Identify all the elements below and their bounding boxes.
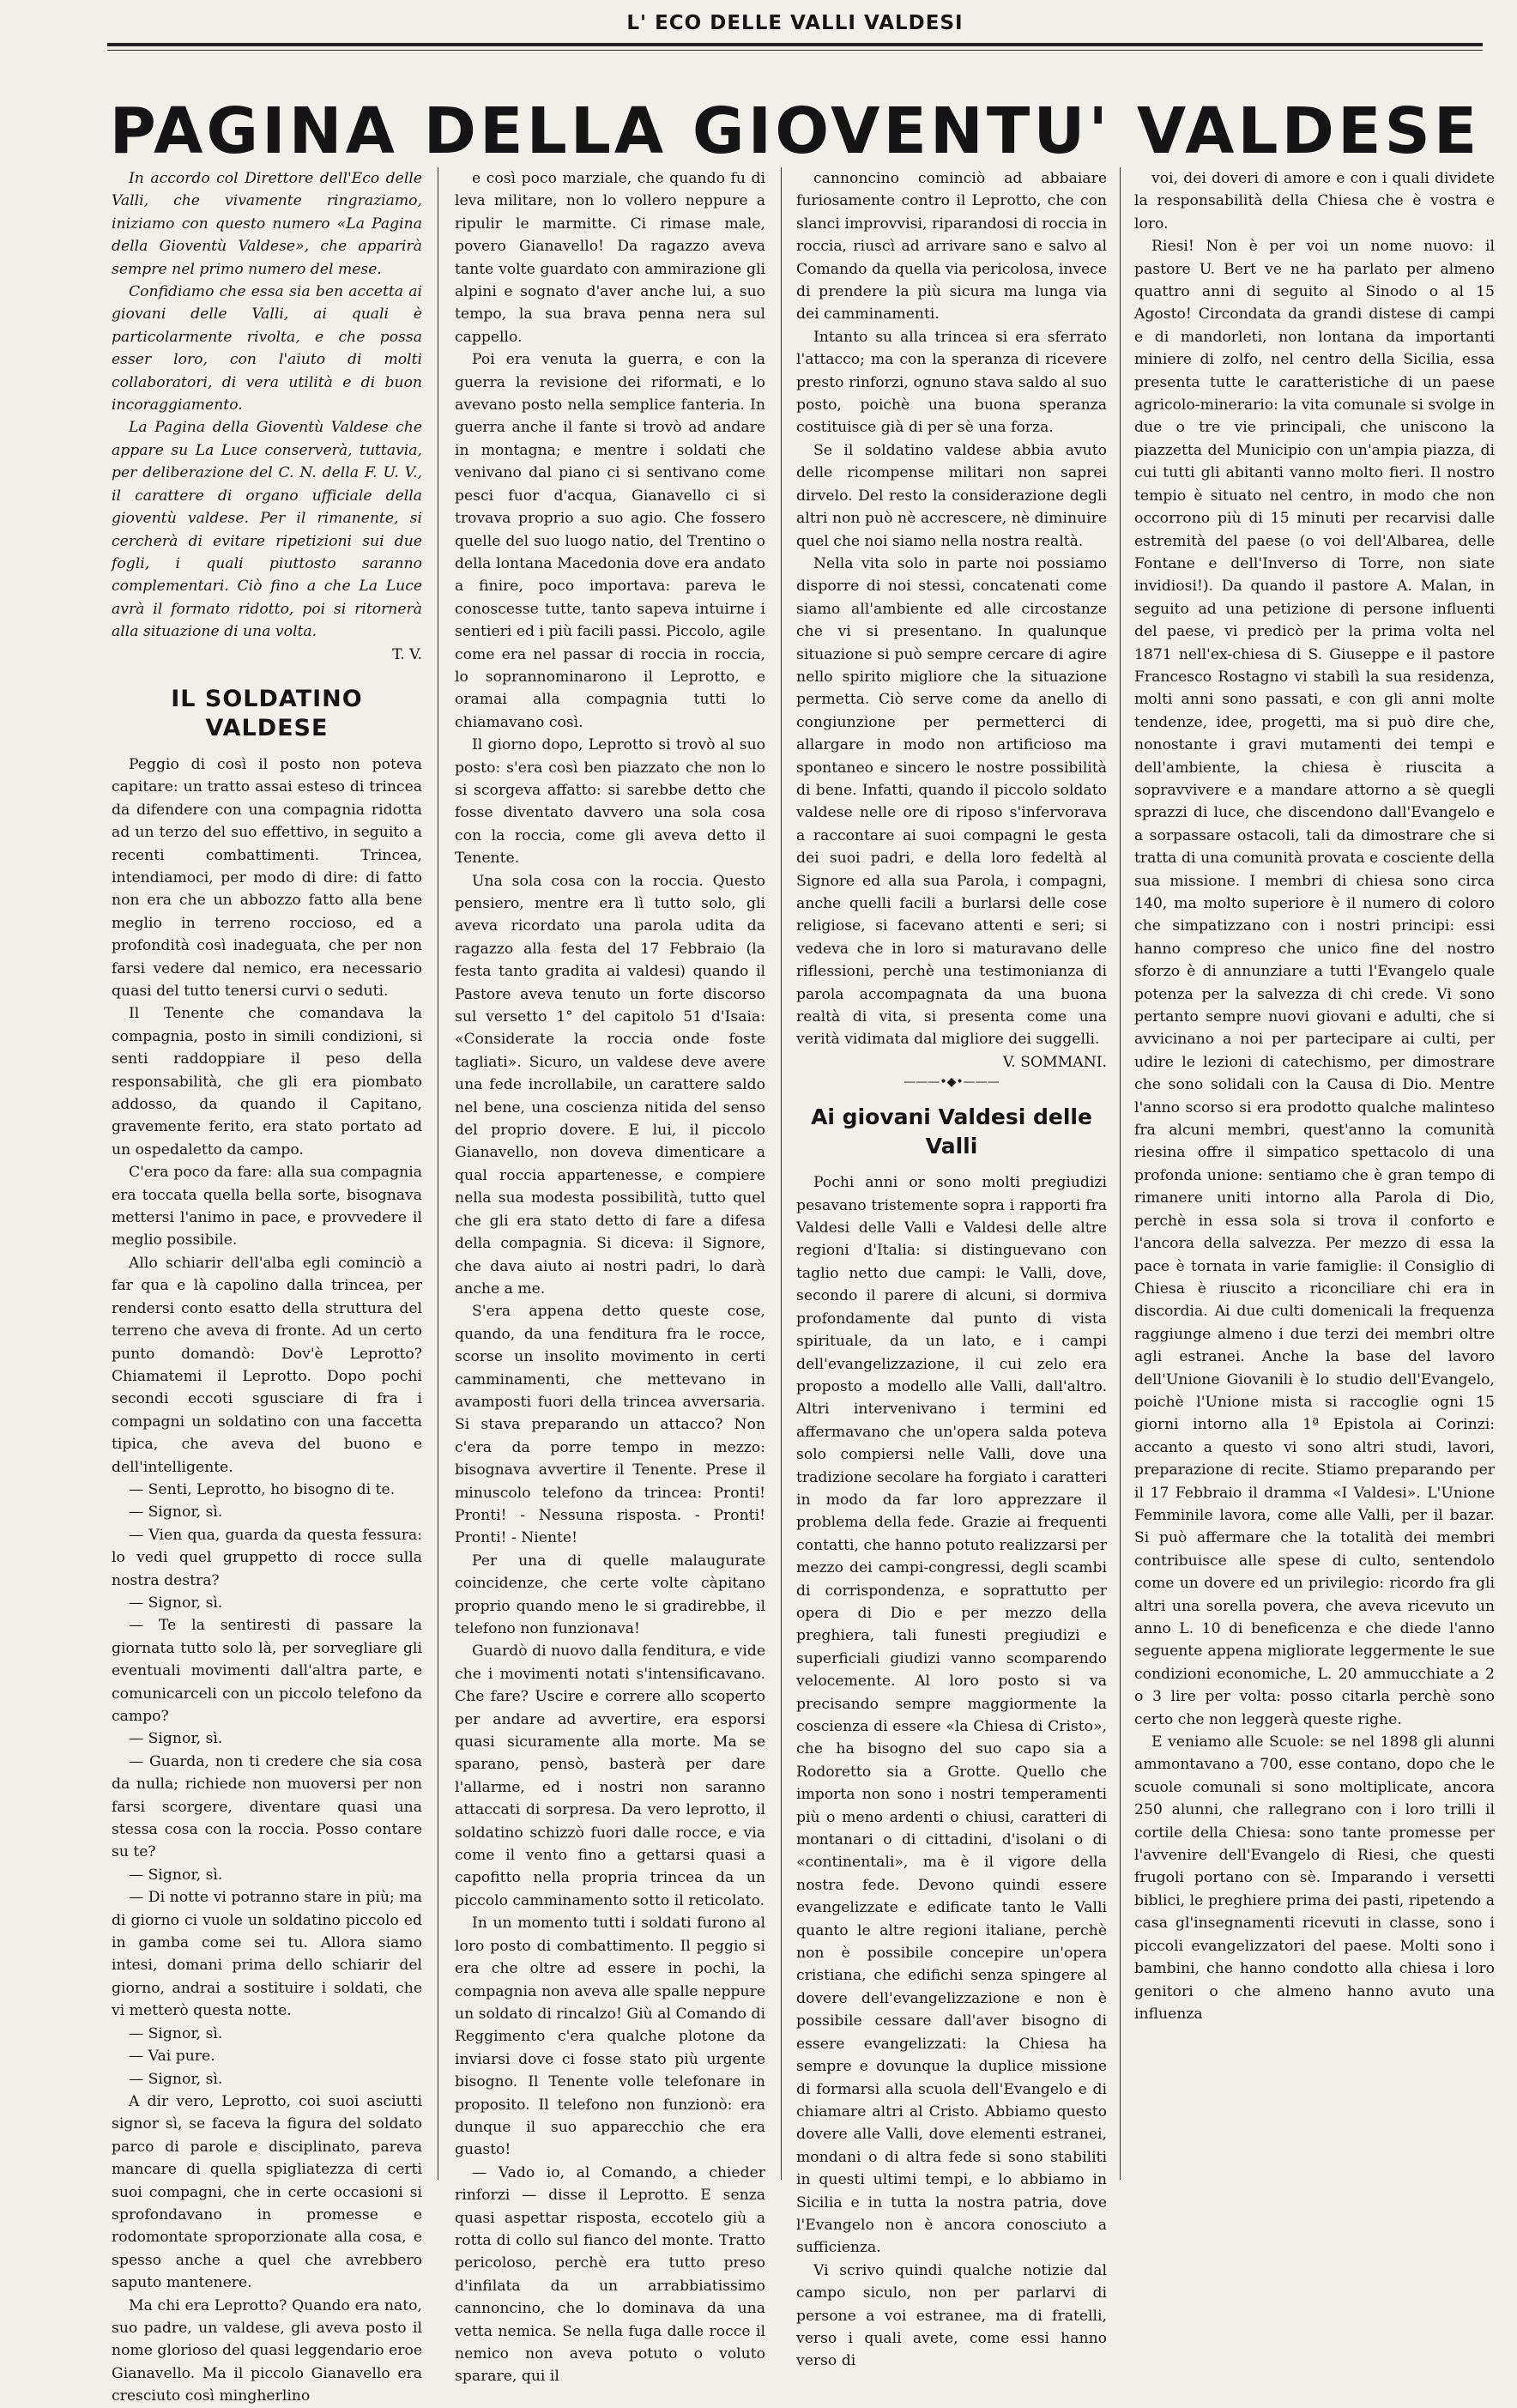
article-paragraph: Poi era venuta la guerra, e con la guerra la revisione dei riformati, e lo avevano posto nella semplice fanteria. In guerra anche il fante si trovò ad andare in montagna; e mentre i soldati che venivano dal piano ci si sentivano come pesci fuor d'acqua, Gianavello ci si trovava proprio a suo agio. Che fossero quelle del suo luogo natio, del Trentino o della lontana Macedonia dove era andato a finire, poco importava: pareva le conoscesse tutte, tanto sapeva intuirne i sentieri ed i più facili passi. Piccolo, agile come era nel passar di roccia in roccia, lo soprannominarono il Leprotto, e oramai alla compagnia tutti lo chiamavano così.	[455, 351, 765, 731]
article-paragraph: — Vai pure.	[129, 2048, 215, 2066]
column-rule	[1120, 167, 1121, 2180]
article-paragraph: — Guarda, non ti credere che sia cosa da nulla; richiede non muoversi per non farsi scorgere, diventare quasi una stessa cosa con la roccia. Posso contare su te?	[112, 1752, 422, 1861]
article-paragraph: cannoncino cominciò ad abbaiare furiosamente contro il Leprotto, che con slanci improvvisi, riparandosi di roccia in roccia, riuscì ad arrivare sano e salvo al Comando da quella via pericolosa, invece di prendere la più sicura ma lunga via dei camminamenti.	[796, 170, 1107, 324]
article-paragraph: — Signor, sì.	[129, 1730, 223, 1748]
article-paragraph: C'era poco da fare: alla sua compagnia era toccata quella bella sorte, bisognava mettersi l'animo in pace, e provvedere il meglio possibile.	[112, 1164, 422, 1249]
article-title: IL SOLDATINO VALDESE	[171, 685, 363, 741]
article-paragraph: In un momento tutti i soldati furono al loro posto di combattimento. Il peggio si era che oltre ad essere in pochi, la compagnia non aveva alle spalle neppure un soldato di rincalzo! Giù al Comando di Reggimento c'era qualche plotone da inviarsi dove ci fosse stato più urgente bisogno. Il Tenente volle telefonare in proposito. Il telefono non funzionò: era dunque il suo apparecchio che era guasto!	[455, 1915, 765, 2159]
article-paragraph: Allo schiarir dell'alba egli cominciò a far qua e là capolino dalla trincea, per rendersi conto esatto della struttura del terreno che aveva di fronte. Ad un certo punto domandò: Dov'è Leprotto? Chiamatemi il Leprotto. Dopo pochi secondi eccoti sgusciare di fra i compagni un soldatino con una faccetta tipica, che aveva del buono e dell'intelligente.	[112, 1254, 422, 1476]
page-title: PAGINA DELLA GIOVENTU' VALDESE	[109, 94, 1481, 168]
section-divider: ———•◆•———	[904, 1075, 1000, 1090]
article-paragraph: Nella vita solo in parte noi possiamo disporre di noi stessi, concatenati come siamo all'ambiente ed alle circostanze che vi si presentano. In qualunque situazione si può sempre cercare di agire nello spirito migliore che la situazione permetta. Ciò serve come da anello di congiunzione per permetterci di allargare in modo non artificioso ma spontaneo e sincero le nostre possibilità di bene. Infatti, quando il piccolo soldato valdese nelle ore di riposo s'infervorava a raccontare ai suoi compagni le gesta dei suoi padri, e della loro fedeltà al Signore ed alla sua Parola, i compagni, anche quelli facili a burlarsi delle cose religiose, si facevano attenti e seri; si vedeva che in loro si maturavano delle riflessioni, perchè una testimonianza di parola accompagnata da una buona realtà di vita, si presenta come una verità vidimata dal migliore dei suggelli.	[796, 554, 1107, 1049]
article-paragraph: — Signor, sì.	[129, 1503, 223, 1522]
article-paragraph: — Signor, sì.	[129, 2024, 223, 2042]
editorial-intro	[112, 167, 422, 666]
article-paragraph: — Signor, sì.	[129, 2070, 223, 2088]
intro-signature: T. V.	[392, 645, 422, 663]
article-paragraph: — Di notte vi potranno stare in più; ma di giorno ci vuole un soldatino piccolo ed in gamba come sei tu. Allora siamo intesi, domani prima dello schiarir del giorno, andrai a sostituire i soldati, che vi metterò questa notte.	[112, 1889, 422, 2020]
header-rule-thin	[107, 50, 1483, 51]
article-paragraph: Ma chi era Leprotto? Quando era nato, suo padre, un valdese, gli aveva posto il nome glorioso del quasi leggendario eroe Gianavello. Ma il piccolo Gianavello era cresciuto così mingherlino	[112, 2296, 422, 2405]
article-body	[1134, 167, 1495, 2025]
header-rule	[107, 43, 1483, 46]
article-paragraph: A dir vero, Leprotto, coi suoi asciutti signor sì, se faceva la figura del soldato parco di parole e disciplinato, pareva mancare di quella spigliatezza di certi suoi compagni, che in certe occasioni si sprofondavano in promesse e rodomontate sproporzionate alla cosa, e spesso anche a quel che avrebbero saputo mantenere.	[112, 2092, 422, 2292]
article-body	[796, 167, 1107, 1051]
intro-paragraph: La Pagina della Gioventù Valdese che appare su La Luce conserverà, tuttavia, per deliberazione del C. N. della F. U. V., il carattere di organo ufficiale della gioventù valdese. Per il rimanente, si cercherà di evitare ripetizioni sui due fogli, i quali piuttosto saranno complementari. Ciò fino a che La Luce avrà il formato ridotto, poi si ritornerà alla situazione di una volta.	[112, 419, 422, 641]
article-title: Ai giovani Valdesi delle Valli	[811, 1104, 1092, 1159]
article-body	[796, 1171, 1107, 2373]
article-paragraph: Vi scrivo quindi qualche notizie dal campo siculo, non per parlarvi di persone a voi estranee, ma di fratelli, verso i quali avete, come essi hanno verso di	[796, 2261, 1107, 2370]
article-body	[112, 753, 422, 2408]
article-body	[455, 167, 765, 2388]
column-3	[796, 167, 1107, 2370]
column-4	[1134, 167, 1495, 2180]
article-paragraph: — Signor, sì.	[129, 1594, 223, 1612]
column-1	[112, 167, 422, 2405]
article-paragraph: S'era appena detto queste cose, quando, da una fenditura fra le rocce, scorse un insolito movimento in certi camminamenti, che mettevano in avamposti fuori della trincea avversaria. Si stava preparando un attacco? Non c'era da porre tempo in mezzo: bisognava avvertire il Tenente. Prese il minuscolo telefono da trincea: Pronti! Pronti! - Nessuna risposta. - Pronti! Pronti! - Niente!	[455, 1303, 765, 1547]
article-paragraph: Intanto su alla trincea si era sferrato l'attacco; ma con la speranza di ricevere presto rinforzi, ognuno stava saldo al suo posto, poichè una buona speranza costituisce già di per sè una forza.	[796, 328, 1107, 437]
article-paragraph: Pochi anni or sono molti pregiudizi pesavano tristemente sopra i rapporti fra Valdesi delle Valli e Valdesi delle altre regioni d'Italia: si distinguevano con taglio netto due campi: le Valli, dove, secondo il parere di alcuni, si dormiva profondamente dal punto di vista spirituale, da un lato, e i campi dell'evangelizzazione, il cui zelo era proposto a modello alle Valli, dall'altro. Altri intervenivano i termini ed affermavano che un'opera salda poteva solo compiersi nelle Valli, dove una tradizione secolare ha forgiato i caratteri in modo da far loro apprezzare il problema della fede. Grazie ai frequenti contatti, che hanno potuto realizzarsi per mezzo dei campi-congressi, degli scambi di corrispondenza, e soprattutto per opera di Dio e per mezzo della preghiera, tali funesti pregiudizi e superficiali giudizi vanno scomparendo velocemente. Al loro posto si va precisando sempre maggiormente la coscienza di essere «la Chiesa di Cristo», che ha bisogno del suo capo sia a Rodoretto sia a Grotte. Quello che importa non sono i nostri temperamenti più o meno ardenti o chiusi, caratteri di montanari o di cittadini, d'isolani o di «continentali», ma è il vigore della nostra fede. Devono quindi essere evangelizzate e edificate tanto le Valli quanto le altre regioni italiane, perchè non è possibile concepire un'opera cristiana, che edifichi senza spingere al dovere dell'evangelizzazione e non è possibile cessare dall'aver bisogno di essere evangelizzati: la Chiesa ha sempre e dovunque la duplice missione di formarsi alla scuola dell'Evangelo e di chiamare altri al Cristo. Abbiamo questo dovere alle Valli, dove elementi estranei, mondani o di altra fede si sono stabiliti in questi ultimi tempi, e lo abbiamo in Sicilia e in tutta la nostra patria, dove l'Evangelo non è ancora conosciuto a sufficienza.	[796, 1174, 1107, 2257]
article-paragraph: e così poco marziale, che quando fu di leva militare, non lo vollero neppure a ripulir le marmitte. Ci rimase male, povero Gianavello! Da ragazzo aveva tante volte guardato con ammirazione gli alpini e sognato d'aver anche lui, a suo tempo, la sua brava penna nera sul cappello.	[455, 170, 765, 346]
intro-paragraph: In accordo col Direttore dell'Eco delle Valli, che vivamente ringraziamo, iniziamo con questo numero «La Pagina della Gioventù Valdese», che apparirà sempre nel primo numero del mese.	[112, 170, 422, 278]
article-paragraph: E veniamo alle Scuole: se nel 1898 gli alunni ammontavano a 700, esse contano, dopo che le scuole comunali si sono moltiplicate, ancora 250 alunni, che rallegrano con i loro trilli il cortile della Chiesa: sono tante promesse per l'avvenire dell'Evangelo di Riesi, che questi frugoli portano con sè. Imparando i versetti biblici, le preghiere prima dei pasti, ripetendo a casa gl'insegnamenti ricevuti in classe, sono i piccoli evangelizzatori del paese. Molti sono i bambini, che hanno condotto alla chiesa i loro genitori o che almeno hanno avuto una influenza	[1134, 1733, 1495, 2023]
article-paragraph: Peggio di così il posto non poteva capitare: un tratto assai esteso di trincea da difendere con una compagnia ridotta ad un terzo del suo effettivo, in seguito a recenti combattimenti. Trincea, intendiamoci, per modo di dire: di fatto non era che un abbozzo fatto alla bene meglio in terreno roccioso, ed a profondità così inadeguata, che per non farsi vedere dal nemico, era necessario quasi del tutto tenersi curvi o seduti.	[112, 755, 422, 1000]
article-paragraph: Il Tenente che comandava la compagnia, posto in simili condizioni, si senti raddoppiare il peso della responsabilità, che gli era piombato addosso, da quando il Capitano, gravemente ferito, era stato portato ad un ospedaletto da campo.	[112, 1005, 422, 1159]
article-paragraph: Per una di quelle malaugurate coincidenze, che certe volte càpitano proprio quando meno le si gradirebbe, il telefono non funzionava!	[455, 1552, 765, 1637]
article-paragraph: — Te la sentiresti di passare la giornata tutto solo là, per sorvegliare gli eventuali movimenti dall'altra parte, e comunicarceli con un piccolo telefono da campo?	[112, 1617, 422, 1725]
article-paragraph: Guardò di nuovo dalla fenditura, e vide che i movimenti notati s'intensificavano. Che fare? Uscire e correre allo scoperto per andare ad avvertire, era esporsi quasi sicuramente alla morte. Ma se sparano, pensò, basterà per dare l'allarme, ed i nostri non saranno attaccati di sorpresa. Da vero leprotto, il soldatino schizzò fuori dalle rocce, e via come il vento fino a gettarsi quasi a capofitto nella propria trincea da un piccolo camminamento sotto il reticolato.	[455, 1643, 765, 1909]
article-paragraph: Riesi! Non è per voi un nome nuovo: il pastore U. Bert ve ne ha parlato per almeno quattro anni di seguito al Sinodo o al 15 Agosto! Circondata da grandi distese di campi e di mandorleti, non lontana da importanti miniere di zolfo, nel centro della Sicilia, essa presenta tutte le caratteristiche di un paese agricolo-minerario: la vita comunale si svolge in due o tre vie principali, che uniscono la piazzetta del Municipio con un'ampia piazza, di cui tutti gli abitanti vanno molto fieri. Il nostro tempio è situato nel centro, in modo che non occorrono più di 15 minuti per recarvisi dalle estremità del paese (o voi dell'Albarea, delle Fontane e dell'Inverso di Torre, non siate invidiosi!). Da quando il pastore A. Malan, in seguito ad una petizione di persone influenti del paese, vi predicò per la prima volta nel 1871 nell'ex-chiesa di S. Giuseppe e il pastore Francesco Rostagno vi stabilì la sua residenza, molti anni sono passati, e con gli anni molte tendenze, idee, progetti, ma si può dire che, nonostante i gravi mutamenti dei tempi e dell'ambiente, la chiesa è riuscita a sopravvivere e a mandare attorno a sè quegli sprazzi di luce, che discendono dall'Evangelo e a sorpassare ostacoli, tali da dimostrare che si tratta di una comunità provata e cosciente della sua missione. I membri di chiesa sono circa 140, ma molto superiore è il numero di coloro che simpatizzano con i nostri principi: essi hanno compreso che unico fine del nostro sforzo è di annunziare a tutti l'Evangelo quale potenza per la salvezza di chi crede. Vi sono pertanto sempre nuovi giovani e adulti, che si avvicinano a noi per partecipare ai culti, per udire le lezioni di catechismo, per dimostrare che sono solidali con la Causa di Dio. Mentre l'anno scorso si era prodotto qualche malinteso fra alcuni membri, quest'anno la comunità riesina offre il simpatico spettacolo di una profonda unione: sentiamo che è gran tempo di rimanere uniti intorno alla Parola di Dio, perchè in essa sola si trova il conforto e l'ancora della salvezza. Per mezzo di essa la pace è tornata in varie famiglie: il Consiglio di Chiesa è riuscito a riconciliare chi era in discordia. Ai due culti domenicali la frequenza raggiunge almeno i due terzi dei membri oltre agli estranei. Anche la base del lavoro dell'Unione Giovanili è lo studio dell'Evangelo, poichè l'Unione mista si raccoglie ogni 15 giorni intorno alla 1ª Epistola ai Corinzi: accanto a questo vi sono altri studi, lavori, preparazione di recite. Stiamo preparando per il 17 Febbraio il dramma «I Valdesi». L'Unione Femminile lavora, come alle Valli, per il bazar. Si può affermare che la totalità dei membri contribuisce alle spese di culto, sentendolo come un dovere ed un privilegio: ricordo fra gli altri una sorella povera, che aveva ricevuto un anno L. 10 di beneficenza e che diede l'anno seguente appena migliorate leggermente le sue condizioni economiche, L. 20 ammucchiate a 2 o 3 lire per volta: posso citarla perchè sono certo che non leggerà queste righe.	[1134, 238, 1495, 1728]
column-2	[455, 167, 765, 2386]
column-rule	[781, 167, 782, 2180]
article-paragraph: Se il soldatino valdese abbia avuto delle ricompense militari non saprei dirvelo. Del resto la considerazione degli altri non può nè accrescere, nè diminuire quel che noi siamo nella nostra realtà.	[796, 441, 1107, 550]
article-paragraph: — Vien qua, guarda da questa fessura: lo vedi quel gruppetto di rocce sulla nostra destra?	[112, 1526, 422, 1589]
article-paragraph: Una sola cosa con la roccia. Questo pensiero, mentre era lì tutto solo, gli aveva ricordato una parola udita da ragazzo alla festa del 17 Febbraio (la festa tanto gradita ai valdesi) quando il Pastore aveva tenuto un forte discorso sul versetto 1° del capitolo 51 d'Isaia: «Considerate la roccia onde foste tagliati». Sicuro, un valdese deve avere una fede incrollabile, un carattere saldo nel bene, una coscienza nitida del senso del proprio dovere. E lui, il piccolo Gianavello, non doveva dimenticare a qual roccia appartenesse, e compiere nella sua modesta possibilità, tutto quel che gli era stato detto di fare a difesa della compagnia. Si diceva: il Signore, che dava aiuto ai nostri padri, lo darà anche a me.	[455, 872, 765, 1298]
article-paragraph: — Signor, sì.	[129, 1866, 223, 1884]
article-paragraph: voi, dei doveri di amore e con i quali dividete la responsabilità della Chiesa che è vostra e loro.	[1134, 170, 1495, 233]
article-paragraph: — Senti, Leprotto, ho bisogno di te.	[129, 1480, 396, 1498]
article-signature: V. SOMMANI.	[1002, 1053, 1107, 1071]
article-paragraph: Il giorno dopo, Leprotto si trovò al suo posto: s'era così ben piazzato che non lo si scorgeva affatto: si sarebbe detto che fosse diventato davvero una sola cosa con la roccia, come gli aveva detto il Tenente.	[455, 736, 765, 868]
article-paragraph: — Vado io, al Comando, a chieder rinforzi — disse il Leprotto. E senza quasi aspettar risposta, eccotelo giù a rotta di collo sul fianco del monte. Tratto pericoloso, perchè era tutto preso d'infilata da un arrabbiatissimo cannoncino, che lo dominava da una vetta nemica. Se nella fuga dalle rocce il nemico non aveva potuto o voluto sparare, qui il	[455, 2163, 765, 2386]
running-head: L' ECO DELLE VALLI VALDESI	[626, 12, 964, 34]
intro-paragraph: Confidiamo che essa sia ben accetta ai giovani delle Valli, ai quali è particolarmente rivolta, e che possa esser loro, con l'aiuto di molti collaboratori, di vera utilità e di buon incoraggiamento.	[112, 283, 422, 414]
